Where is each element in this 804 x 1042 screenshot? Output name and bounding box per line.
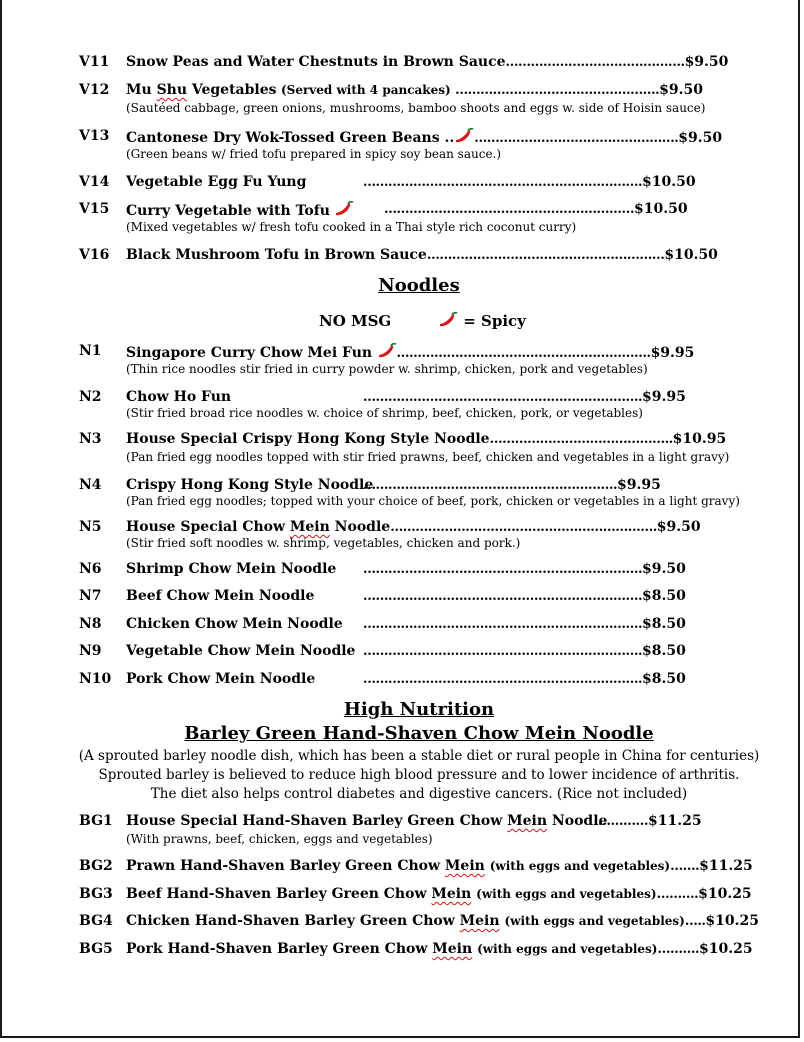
item-name: Snow Peas and Water Chestnuts in Brown Sauce: [126, 54, 506, 70]
item-name: Black Mushroom Tofu in Brown Sauce: [126, 247, 427, 263]
item-description: (Pan fried egg noodles topped with stir fried prawns, beef, chicken and vegetables in a light gravy): [126, 450, 730, 464]
leader-dots: ………………………………………………………….: [363, 562, 643, 577]
section-intro-line-2: Sprouted barley is believed to reduce high blood pressure and to lower incidence of arthritis.: [98, 767, 740, 783]
chili-pepper-icon: [438, 312, 458, 328]
item-description: (Pan fried egg noodles; topped with your choice of beef, pork, chicken or vegetables in a light gravy): [126, 494, 740, 508]
item-name: Beef Chow Mein Noodle: [126, 588, 315, 604]
item-note: (with eggs and vegetables): [504, 914, 685, 928]
item-code: V12: [79, 82, 110, 98]
leader-dots: ……………………………………………………: [384, 202, 634, 217]
item-price: $9.50: [684, 54, 729, 70]
item-description: (Sautéed cabbage, green onions, mushrooms, bamboo shoots and eggs w. side of Hoisin sauce): [126, 101, 706, 115]
item-price: $10.50: [634, 201, 688, 217]
chili-pepper-icon: [454, 128, 474, 144]
item-name: Chicken Hand-Shaven Barley Green Chow Mein: [126, 913, 500, 929]
item-price: $9.95: [650, 345, 695, 361]
item-name: Pork Hand-Shaven Barley Green Chow Mein: [126, 941, 473, 957]
item-name: Curry Vegetable with Tofu: [126, 203, 330, 219]
item-name: Shrimp Chow Mein Noodle: [126, 561, 337, 577]
leader-dots: ……….: [657, 942, 699, 957]
item-price: $10.95: [672, 431, 727, 447]
item-code: BG4: [79, 913, 113, 929]
no-msg-label: NO MSG: [319, 312, 392, 330]
leader-dots: …….: [670, 859, 700, 874]
chili-pepper-icon: [377, 343, 397, 359]
item-description: (With prawns, beef, chicken, eggs and vegetables): [126, 832, 433, 846]
item-code: V14: [79, 174, 110, 190]
section-title-barley: Barley Green Hand-Shaven Chow Mein Noodle: [184, 723, 654, 744]
item-note: (with eggs and vegetables): [476, 887, 657, 901]
leader-dots: ………………………………………….: [455, 83, 660, 98]
leader-dots: ………………………………………………………….: [363, 644, 643, 659]
item-code: N10: [79, 671, 112, 687]
item-description: (Green beans w/ fried tofu prepared in spicy soy bean sauce.): [126, 147, 502, 161]
item-price: $8.50: [642, 671, 686, 687]
item-name: Chow Ho Fun: [126, 389, 232, 405]
item-name: House Special Hand-Shaven Barley Green Chow Mein Noodle: [126, 813, 608, 829]
item-price: $10.25: [705, 913, 759, 929]
item-code: N7: [79, 588, 102, 604]
item-name: Vegetable Egg Fu Yung: [126, 174, 307, 190]
item-code: V13: [79, 128, 110, 144]
section-intro-line-1: (A sprouted barley noodle dish, which has been a stable diet or rural people in China for centuries): [78, 748, 760, 764]
leader-dots: ……….: [656, 887, 699, 902]
item-price: $9.50: [656, 519, 701, 535]
item-description: (Stir fried broad rice noodles w. choice of shrimp, beef, chicken, pork, or vegetables): [126, 406, 643, 420]
item-description: (Thin rice noodles stir fried in curry powder w. shrimp, chicken, pork and vegetables): [126, 362, 648, 376]
item-name: House Special Chow Mein Noodle: [126, 519, 391, 535]
item-code: N6: [79, 561, 102, 577]
item-name: Crispy Hong Kong Style Noodle: [126, 477, 374, 493]
item-code: N2: [79, 389, 102, 405]
item-code: N3: [79, 431, 102, 447]
leader-dots: ………………………………………………………….: [363, 175, 643, 190]
item-code: V15: [79, 201, 110, 217]
item-code: V11: [79, 54, 110, 70]
spicy-legend: = Spicy: [438, 312, 526, 330]
item-code: N9: [79, 643, 102, 659]
item-price: $8.50: [642, 616, 686, 632]
item-name: Beef Hand-Shaven Barley Green Chow Mein: [126, 886, 472, 902]
section-title-noodles: Noodles: [378, 275, 460, 296]
item-price: $11.25: [648, 813, 702, 829]
leader-dots: ………………………………………………………….: [363, 672, 643, 687]
item-price: $8.50: [642, 643, 686, 659]
section-intro-line-3: The diet also helps control diabetes and digestive cancers. (Rice not included): [150, 786, 688, 802]
item-description: (Mixed vegetables w/ fresh tofu cooked in a Thai style rich coconut curry): [126, 220, 577, 234]
item-name: Prawn Hand-Shaven Barley Green Chow Mein: [126, 858, 485, 874]
leader-dots: …..: [684, 914, 706, 929]
item-code: N1: [79, 343, 102, 359]
item-code: BG2: [79, 858, 113, 874]
item-name: Vegetable Chow Mein Noodle: [126, 643, 356, 659]
item-code: BG1: [79, 813, 113, 829]
item-name: House Special Crispy Hong Kong Style Noodle: [126, 431, 490, 447]
item-name: Cantonese Dry Wok-Tossed Green Beans ..: [126, 130, 455, 146]
item-price: $10.50: [664, 247, 718, 263]
item-price: $10.25: [698, 886, 752, 902]
leader-dots: ……………………………………………………….: [390, 520, 657, 535]
leader-dots: …………………………………………………: [426, 248, 665, 263]
item-price: $9.50: [678, 130, 723, 146]
item-price: $9.50: [642, 561, 686, 577]
leader-dots: …………………………………….: [505, 55, 685, 70]
leader-dots: ………………………………………………………….: [363, 617, 643, 632]
item-code: V16: [79, 247, 110, 263]
item-price: $10.25: [699, 941, 753, 957]
leader-dots: …………………………………………………….: [363, 478, 618, 493]
item-code: BG3: [79, 886, 113, 902]
leader-dots: ………………………………………………………….: [363, 390, 643, 405]
leader-dots: …………: [598, 814, 648, 829]
section-title-high-nutrition: High Nutrition: [343, 699, 495, 720]
leader-dots: …………………………………………………….: [396, 346, 651, 361]
item-price: $9.95: [642, 389, 686, 405]
item-code: N4: [79, 477, 102, 493]
item-note: (with eggs and vegetables): [477, 942, 658, 956]
leader-dots: ………………………………………………………….: [363, 589, 643, 604]
item-name: Chicken Chow Mein Noodle: [126, 616, 343, 632]
leader-dots: ……………………………………..: [489, 432, 673, 447]
item-name: Pork Chow Mein Noodle: [126, 671, 316, 687]
item-note: (with eggs and vegetables): [489, 859, 671, 873]
item-description: (Stir fried soft noodles w. shrimp, vegetables, chicken and pork.): [126, 536, 521, 550]
leader-dots: ………………………………………….: [474, 131, 679, 146]
item-price: $8.50: [642, 588, 686, 604]
item-code: BG5: [79, 941, 113, 957]
item-name: Mu Shu Vegetables: [126, 82, 277, 98]
item-note: (Served with 4 pancakes): [280, 83, 451, 97]
item-price: $11.25: [699, 858, 753, 874]
item-price: $9.95: [617, 477, 661, 493]
item-code: N8: [79, 616, 102, 632]
item-price: $9.50: [659, 82, 704, 98]
item-name: Singapore Curry Chow Mei Fun: [126, 345, 373, 361]
chili-pepper-icon: [334, 201, 354, 217]
item-price: $10.50: [642, 174, 696, 190]
item-code: N5: [79, 519, 102, 535]
